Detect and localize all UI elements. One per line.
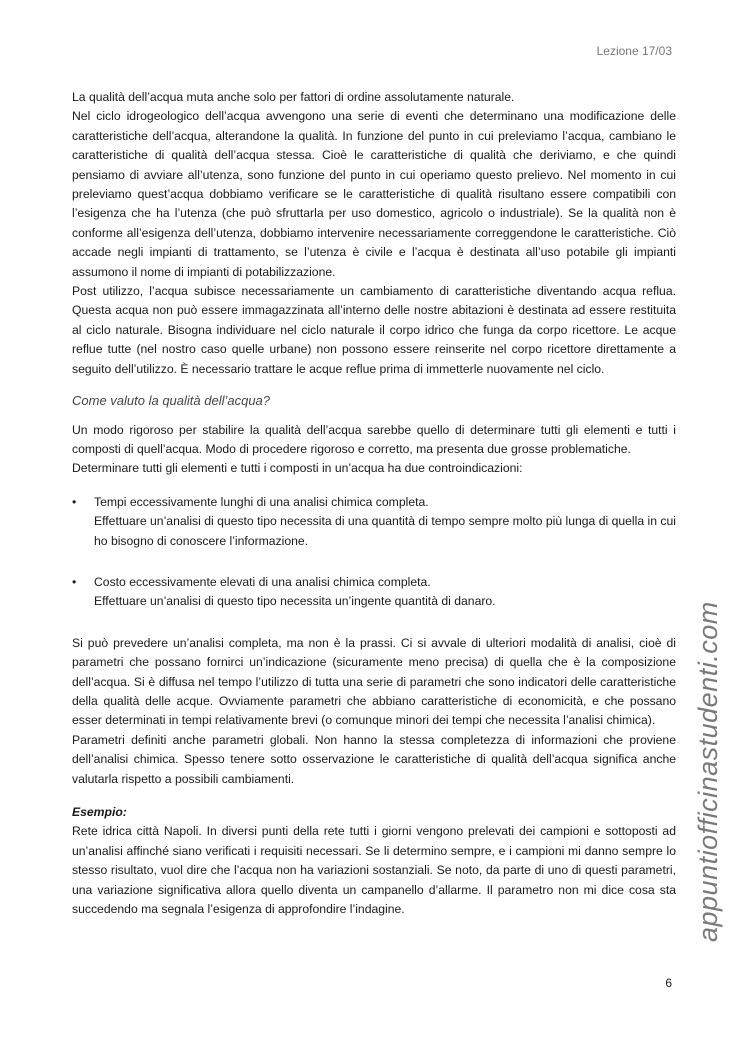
- page-number: 6: [665, 976, 672, 990]
- section-paragraph-1: Un modo rigoroso per stabilire la qualità dell’acqua sarebbe quello di determinare tutti gli elementi e tutti i composti di quell’acqua. Modo di procedere rigoroso e corretto, ma presenta due grosse problematiche.: [72, 422, 676, 456]
- example-text: Rete idrica città Napoli. In diversi punti della rete tutti i giorni vengono prelevati dei campioni e sottoposti ad un’analisi affinché siano verificati i requisiti necessari. Se li determino sempre, e i campioni mi danno sempre lo stesso risultato, vuol dire che l’acqua non ha variazioni sostanziali. Se noto, da parte di uno di questi parametri, una variazione significativa allora quello diventa un campanello d’allarme. Il parametro non mi dice cosa sta succedendo ma segnala l’esigenza di approfondire l’indagine.: [72, 824, 676, 917]
- after-paragraph-2: Parametri definiti anche parametri globali. Non hanno la stessa completezza di informazioni che proviene dell’analisi chimica. Spesso tenere sotto osservazione le caratteristiche di qualità dell’acqua significa anche valutarla rispetto a possibili cambiamenti.: [72, 732, 676, 786]
- section-heading: Come valuto la qualità dell’acqua?: [72, 393, 271, 409]
- intro-paragraph-1: La qualità dell’acqua muta anche solo per fattori di ordine assolutamente naturale.: [72, 90, 515, 104]
- bullet-icon: •: [72, 574, 77, 589]
- contraindications-list: [72, 493, 676, 612]
- bullet-icon: •: [72, 494, 77, 509]
- watermark-text: appuntiofficinastudenti.com: [693, 601, 723, 942]
- list-item-text: Effettuare un’analisi di questo tipo necessita un’ingente quantità di danaro.: [94, 594, 496, 609]
- list-item: [72, 493, 676, 551]
- spacer: [72, 789, 676, 803]
- section-paragraph-2: Determinare tutti gli elementi e tutti i composti in un’acqua ha due controindicazioni:: [72, 461, 523, 476]
- example-label: Esempio:: [72, 805, 127, 819]
- page-content: [72, 88, 676, 919]
- lesson-header: Lezione 17/03: [596, 44, 672, 58]
- list-item-text: Effettuare un’analisi di questo tipo necessita di una quantità di tempo sempre molto più lunga di quella in cui ho bisogno di conoscere l’informazione.: [94, 514, 676, 548]
- intro-paragraph-2: Nel ciclo idrogeologico dell’acqua avvengono una serie di eventi che determinano una modificazione delle caratteristiche dell’acqua, alterandone la qualità. In funzione del punto in cui preleviamo l’acqua, cambiano le caratteristiche di qualità dell’acqua stessa. Cioè le caratteristiche di qualità che deriviamo, e che quindi pensiamo di avviare all’utenza, sono funzione del punto in cui operiamo questo prelievo. Nel momento in cui preleviamo quest’acqua dobbiamo verificare se le caratteristiche di qualità risultano essere compatibili con l’esigenza che ha l’utenza (che può sfruttarla per uso domestico, agricolo o industriale). Se la qualità non è conforme all’esigenza dell’utenza, dobbiamo intervenire necessariamente correggendone le caratteristiche. Ciò accade negli impianti di trattamento, se l’utenza è civile e l’acqua è destinata all’uso potabile gli impianti assumono il nome di impianti di potabilizzazione.: [72, 109, 676, 279]
- list-item-title: Costo eccessivamente elevati di una analisi chimica completa.: [94, 574, 431, 589]
- list-item-title: Tempi eccessivamente lunghi di una analisi chimica completa.: [94, 494, 429, 509]
- intro-paragraph-3: Post utilizzo, l’acqua subisce necessariamente un cambiamento di caratteristiche diventando acqua reflua. Questa acqua non può essere immagazzinata all’interno delle nostre abitazioni è destinata ad essere restituita al ciclo naturale. Bisogna individuare nel ciclo naturale il corpo idrico che funga da corpo ricettore. Le acque reflue tutte (nel nostro caso quelle urbane) non possono essere reinserite nel corpo ricettore direttamente a seguito dell’utilizzo. È necessario trattare le acque reflue prima di immetterle nuovamente nel ciclo.: [72, 284, 676, 376]
- after-paragraph-1: Si può prevedere un’analisi completa, ma non è la prassi. Ci si avvale di ulteriori modalità di analisi, cioè di parametri che possano fornirci un’indicazione (sicuramente meno precisa) di quella che è la composizione dell’acqua. Si è diffusa nel tempo l’utilizzo di tutta una serie di parametri che sono indicatori delle caratteristiche della qualità delle acque. Ovviamente parametri che abbiano caratteristiche di economicità, e che possano esser determinati in tempi relativamente brevi (o comunque minori dei tempi che necessita l’analisi chimica).: [72, 635, 676, 728]
- list-item: [72, 573, 676, 612]
